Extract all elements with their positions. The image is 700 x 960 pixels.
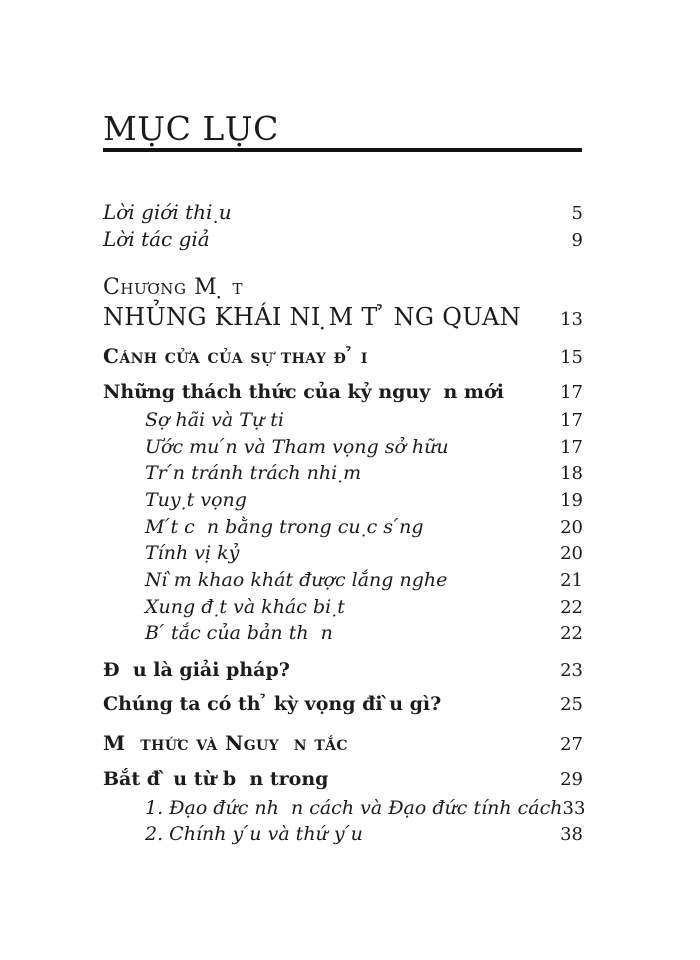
entry-label: M ́t c n bằng trong cu ̣c s ́ng [145,516,424,538]
toc-entry [103,303,583,331]
entry-page: 20 [560,543,583,564]
entry-label: Tuy ̣t vọng [145,489,247,511]
toc-entry [103,768,583,790]
entry-page: 17 [560,437,583,458]
entry-page: 29 [560,769,583,790]
entry-label: Những thách thức của kỷ nguy n mới [103,381,504,403]
entry-page: 18 [560,463,583,484]
entry-page: 25 [560,694,583,715]
entry-page: 22 [560,597,583,618]
entry-page: 23 [560,660,583,681]
entry-label: 1. Đạo đức nh n cách và Đạo đức tính cách [145,797,563,819]
toc-subentry [145,823,583,845]
toc-entry [103,344,583,368]
entry-page: 15 [560,347,583,368]
entry-page: 22 [560,623,583,644]
toc-subentry [145,409,583,431]
entry-label: Xung đ ̣t và khác bi ̣t [145,596,345,618]
entry-page: 9 [571,230,583,251]
entry-label: Ni ̀m khao khát được lắng nghe [145,569,448,591]
entry-label: Chúng ta có th ̉ kỳ vọng đi ̀u gì? [103,693,442,715]
toc-entry [103,227,583,251]
entry-label: Lời giới thi ̣u [103,200,232,224]
entry-label: Lời tác giả [103,227,210,251]
entry-label: Cánh cửa của sự thay đ ̉ i [103,344,368,368]
entry-page: 33 [562,798,586,819]
entry-label: Tính vị kỷ [145,542,240,564]
entry-label: 2. Chính y ́u và thứ y ́u [145,823,363,845]
toc-subentry [145,516,583,538]
entry-page: 27 [560,734,583,755]
toc-entry [103,659,583,681]
toc-subentry [145,436,583,458]
entry-page: 20 [560,517,583,538]
toc-subentry [145,489,583,511]
toc-subentry [145,596,583,618]
entry-page: 5 [571,203,583,224]
page-title: MỤC LỤC [103,109,279,148]
toc-entry [103,381,583,403]
entry-label: B ́ tắc của bản th n [145,622,333,644]
toc-subentry [145,569,583,591]
toc-subentry [145,622,583,644]
entry-label: Chương M ̣ t [103,275,244,300]
toc-entry [103,200,583,224]
entry-label: Bắt đ ̀ u từ b n trong [103,768,329,790]
toc-entry [103,693,583,715]
title-underline [103,148,582,152]
entry-page: 17 [560,382,583,403]
toc-entry [103,731,583,755]
toc-subentry [145,797,586,819]
entry-page: 19 [560,490,583,511]
entry-page: 38 [560,824,583,845]
entry-label: Sợ hãi và Tự ti [145,409,284,431]
entry-label: Đ u là giải pháp? [103,659,290,681]
entry-label: Tr ́n tránh trách nhi ̣m [145,462,362,484]
toc-entry [103,275,583,300]
entry-page: 17 [560,410,583,431]
entry-label: M thức và Nguy n tắc [103,731,348,755]
entry-page: 13 [560,309,583,330]
toc-subentry [145,542,583,564]
entry-label: NHỦNG KHÁI NI ̣M T ̉ NG QUAN [103,303,521,331]
toc-subentry [145,462,583,484]
entry-label: Ước mu ́n và Tham vọng sở hữu [145,436,449,458]
entry-page: 21 [560,570,583,591]
